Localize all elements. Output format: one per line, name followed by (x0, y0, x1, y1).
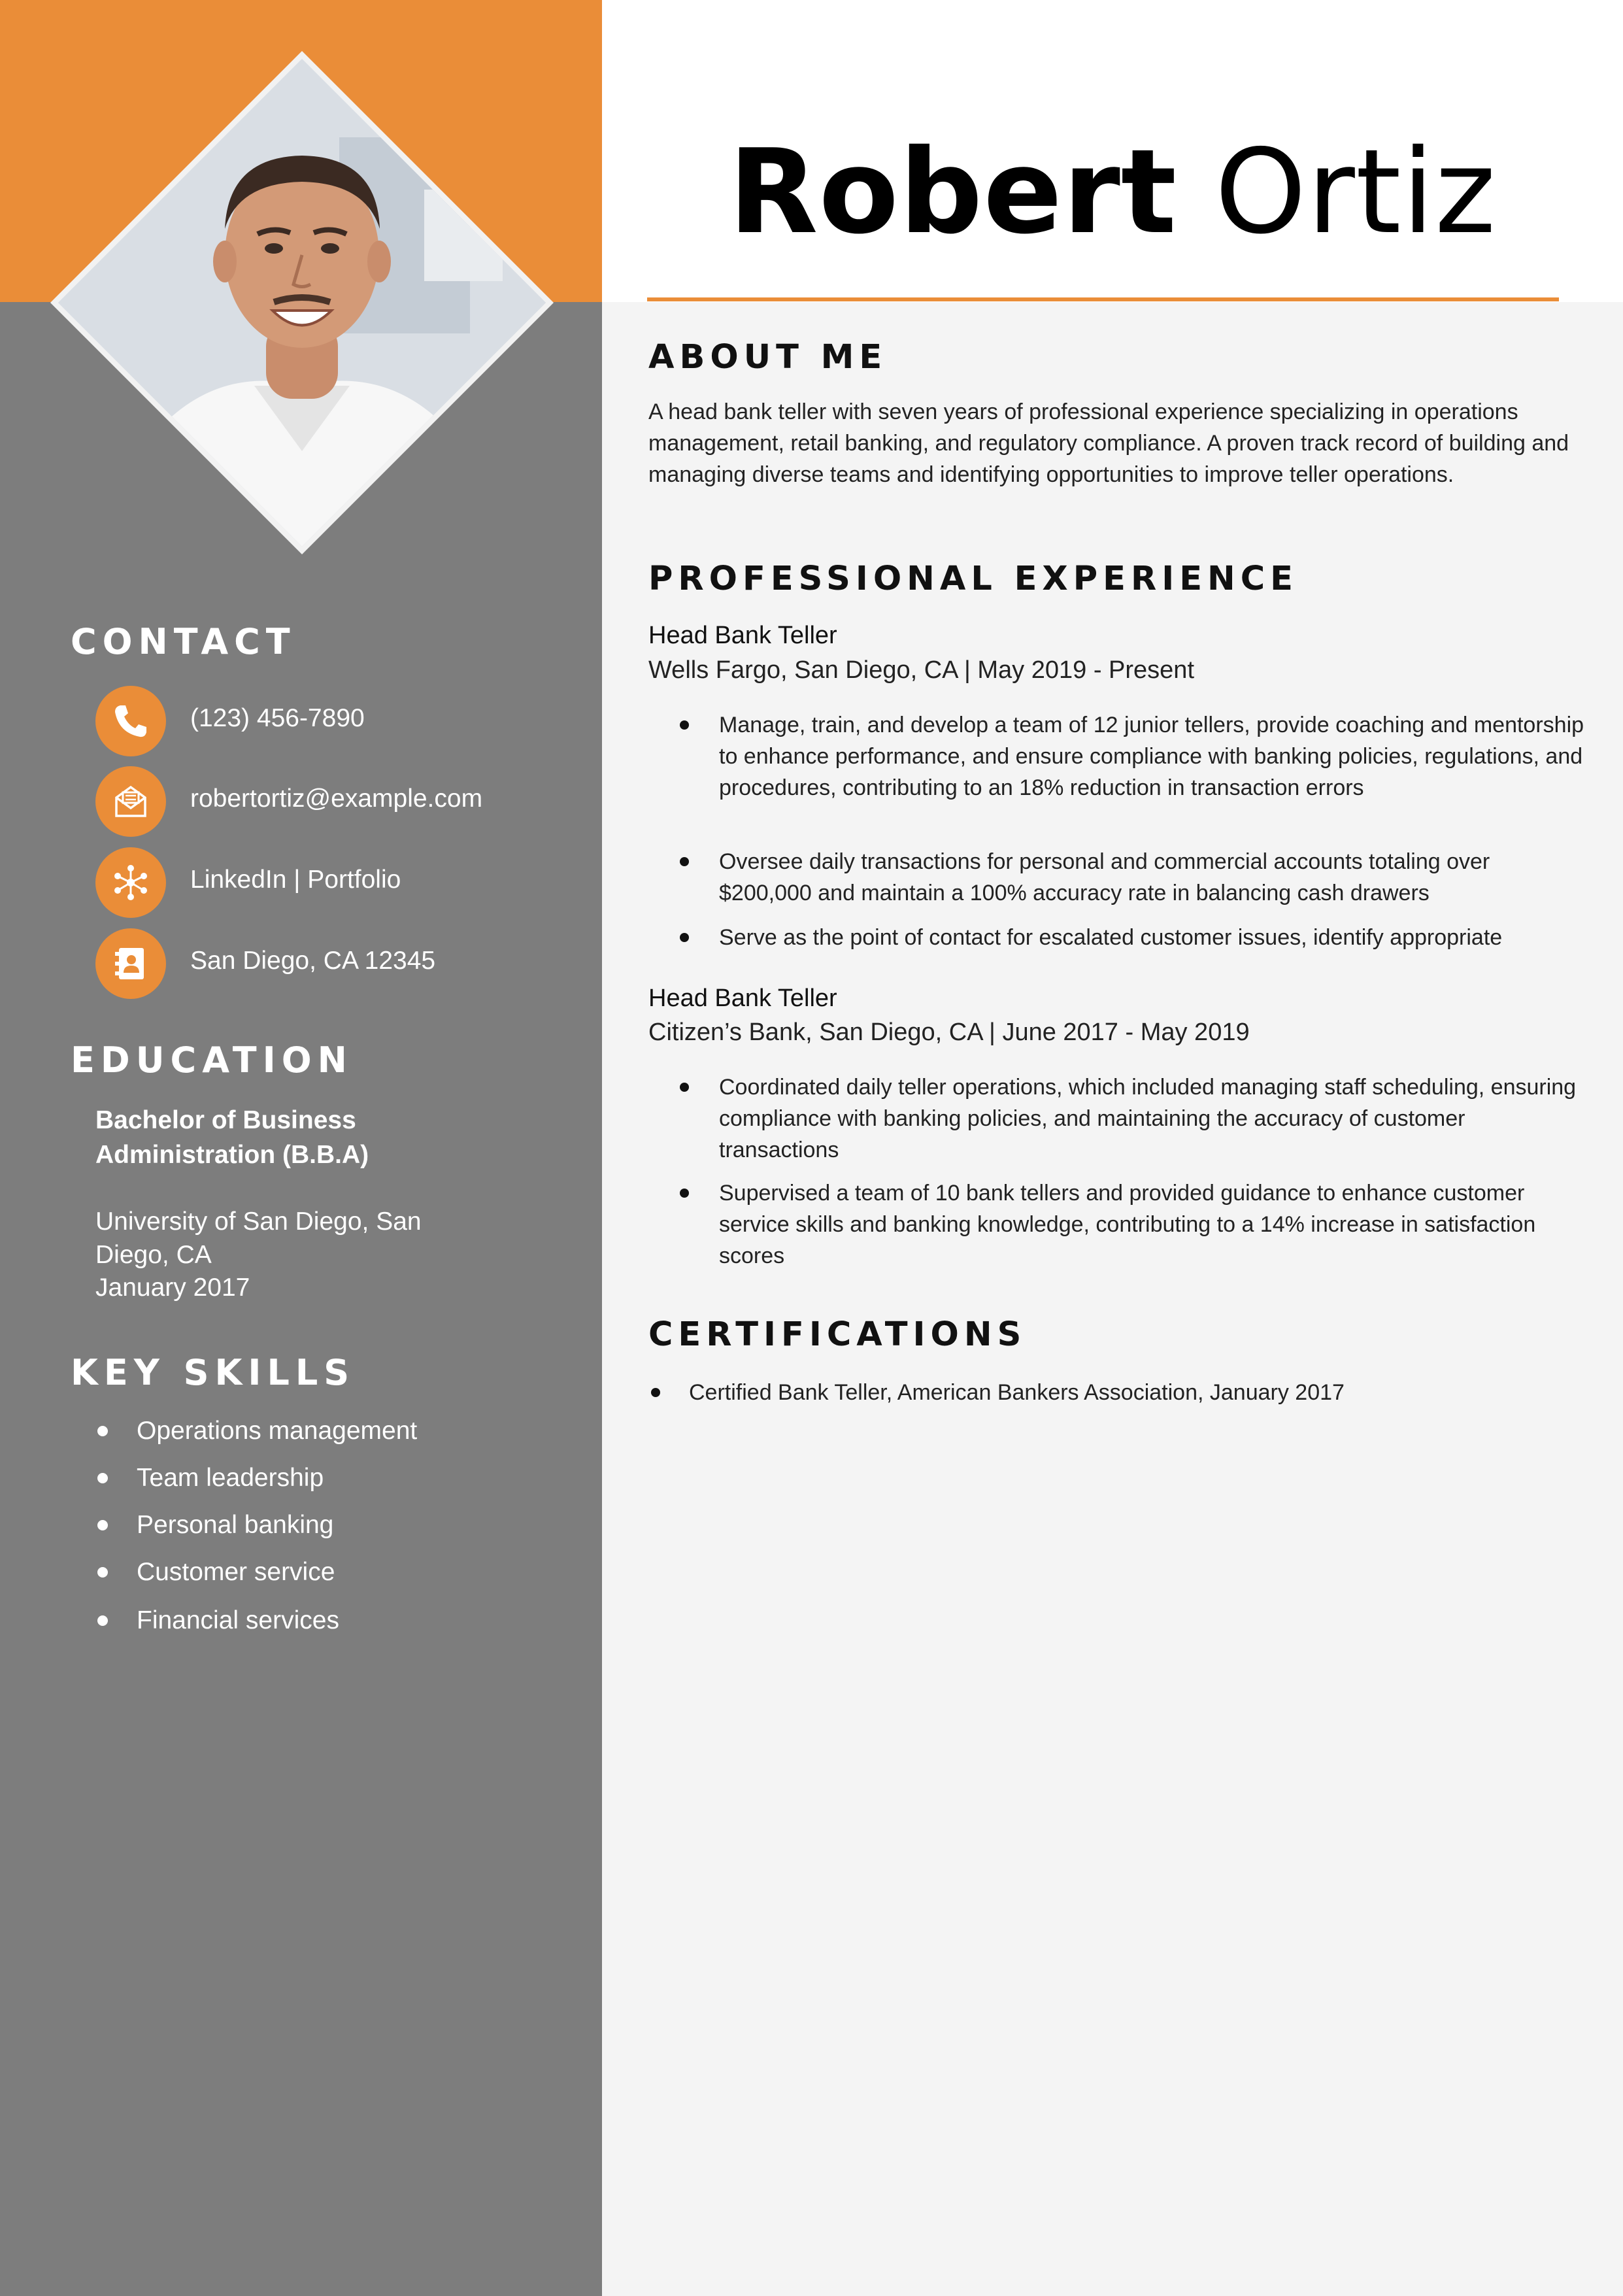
bullet-dot (651, 1388, 660, 1397)
certifications-heading: CERTIFICATIONS (648, 1315, 1027, 1354)
contact-book-icon (95, 928, 166, 999)
skills-heading: KEY SKILLS (71, 1352, 356, 1393)
job-company: Wells Fargo, San Diego, CA | May 2019 - Present (648, 656, 1194, 684)
envelope-icon (95, 766, 166, 837)
contact-email-text: robertortiz@example.com (190, 785, 483, 813)
education-heading: EDUCATION (71, 1039, 353, 1081)
bullet-dot (97, 1615, 108, 1626)
education-date: January 2017 (95, 1274, 250, 1302)
job-bullet: Oversee daily transactions for personal and commercial accounts totaling over $200,000 and maintain a 100% accuracy rate in balancing cash drawers (680, 846, 1588, 909)
contact-address (95, 928, 592, 1000)
education-school: University of San Diego, San Diego, CA (95, 1207, 422, 1269)
experience-heading: PROFESSIONAL EXPERIENCE (648, 560, 1298, 598)
contact-phone-text: (123) 456-7890 (190, 704, 365, 732)
certification-item: Certified Bank Teller, American Bankers Association, January 2017 (648, 1377, 1577, 1408)
bullet-dot (680, 1083, 689, 1092)
contact-phone (95, 686, 592, 758)
contact-email (95, 766, 592, 838)
bullet-dot (97, 1426, 108, 1436)
bullet-dot (97, 1473, 108, 1483)
job-title: Head Bank Teller (648, 985, 837, 1012)
education-degree: Bachelor of Business Administration (B.B.A) (95, 1106, 369, 1169)
bullet-dot (680, 933, 689, 942)
job-company: Citizen’s Bank, San Diego, CA | June 2017 - May 2019 (648, 1019, 1250, 1046)
contact-links (95, 847, 592, 919)
last-name: Ortiz (1214, 124, 1497, 260)
job-bullet: Serve as the point of contact for escalated customer issues, identify appropriate (680, 922, 1588, 953)
contact-address-text: San Diego, CA 12345 (190, 947, 436, 975)
contact-heading: CONTACT (71, 621, 296, 662)
candidate-name (602, 124, 1623, 260)
bullet-dot (680, 857, 689, 866)
first-name: Robert (728, 124, 1177, 260)
job-bullet: Manage, train, and develop a team of 12 junior tellers, provide coaching and mentorship to enhance performance, and ensure compliance with banking policies, regulations, and procedures, contributing to an 18% reduction in transaction errors (680, 709, 1588, 803)
bullet-dot (97, 1567, 108, 1578)
contact-links-text: LinkedIn | Portfolio (190, 866, 401, 894)
name-divider (647, 297, 1559, 301)
bullet-dot (97, 1520, 108, 1530)
phone-icon (95, 686, 166, 756)
bullet-dot (680, 720, 689, 730)
job-bullet: Coordinated daily teller operations, which included managing staff scheduling, ensuring compliance with banking policies, and maintaining the accuracy of customer transactions (680, 1072, 1588, 1166)
bullet-dot (680, 1189, 689, 1198)
job-title: Head Bank Teller (648, 622, 837, 649)
job-bullet: Supervised a team of 10 bank tellers and provided guidance to enhance customer service skills and banking knowledge, contributing to a 14% increase in satisfaction scores (680, 1177, 1588, 1272)
about-text: A head bank teller with seven years of professional experience specializing in operations management, retail banking, and regulatory compliance. A proven track record of building and managing diverse teams and identifying opportunities to improve teller operations. (648, 399, 1569, 487)
about-heading: ABOUT ME (648, 338, 888, 377)
network-icon (95, 847, 166, 918)
